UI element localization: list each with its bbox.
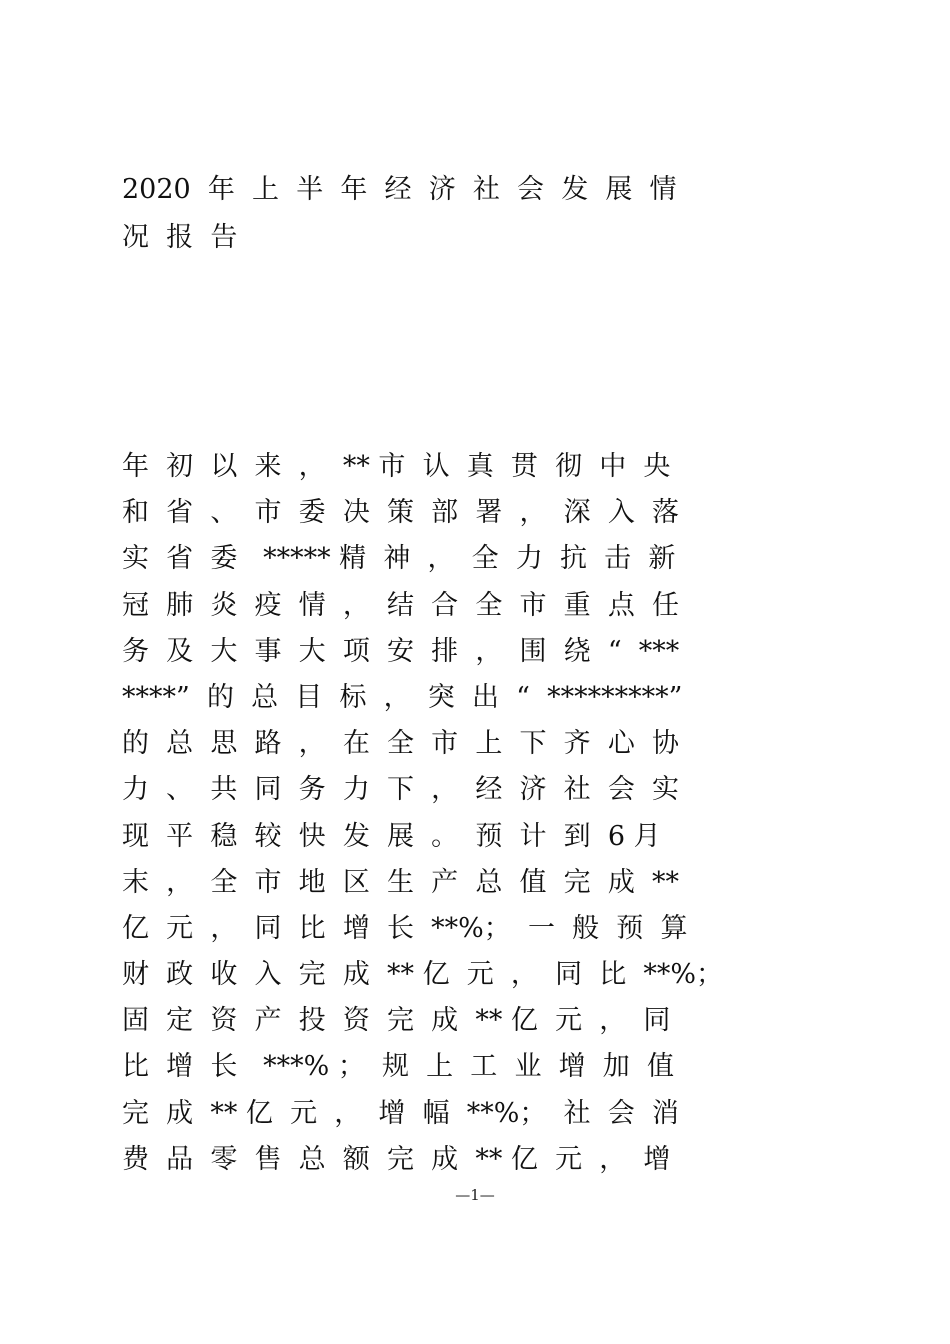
body-line-14: 比 增 长 ***% ； 规 上 工 业 增 加 值 [122,1051,674,1083]
body-line-11: 亿 元 ， 同 比 增 长 **%； 一 般 预 算 [122,912,688,944]
body-line-5: 务 及 大 事 大 项 安 排 ， 围 绕 “ *** [122,635,680,667]
body-line-2: 和 省 、 市 委 决 策 部 署 ， 深 入 落 [122,497,679,529]
body-line-4: 冠 肺 炎 疫 情 ， 结 合 全 市 重 点 任 [122,589,679,621]
body-line-12: 财 政 收 入 完 成 ** 亿 元 ， 同 比 **%； [122,959,724,991]
body-line-3: 实 省 委 ***** 精 神 ， 全 力 抗 击 新 [122,543,676,575]
body-paragraph [122,444,862,1183]
title-line-1: 2020 年 上 半 年 经 济 社 会 发 展 情 [122,174,677,205]
body-line-6: ****” 的 总 目 标 ， 突 出 “ *********” [122,681,683,713]
body-line-1: 年 初 以 来 ， ** 市 认 真 贯 彻 中 央 [122,451,671,482]
body-line-15: 完 成 ** 亿 元 ， 增 幅 **%； 社 会 消 [122,1097,679,1129]
body-line-7: 的 总 思 路 ， 在 全 市 上 下 齐 心 协 [122,728,679,760]
body-line-8: 力 、 共 同 务 力 下 ， 经 济 社 会 实 [122,774,679,806]
body-line-16: 费 品 零 售 总 额 完 成 ** 亿 元 ， 增 [122,1143,671,1175]
page-number: —1— [455,1186,495,1204]
report-title [122,166,822,262]
body-line-9: 现 平 稳 较 快 发 展 。 预 计 到 6 月 [122,820,661,852]
title-line-2: 况 报 告 [122,222,238,253]
body-line-13: 固 定 资 产 投 资 完 成 ** 亿 元 ， 同 [122,1005,671,1037]
body-line-10: 末 ， 全 市 地 区 生 产 总 值 完 成 ** [122,866,679,898]
